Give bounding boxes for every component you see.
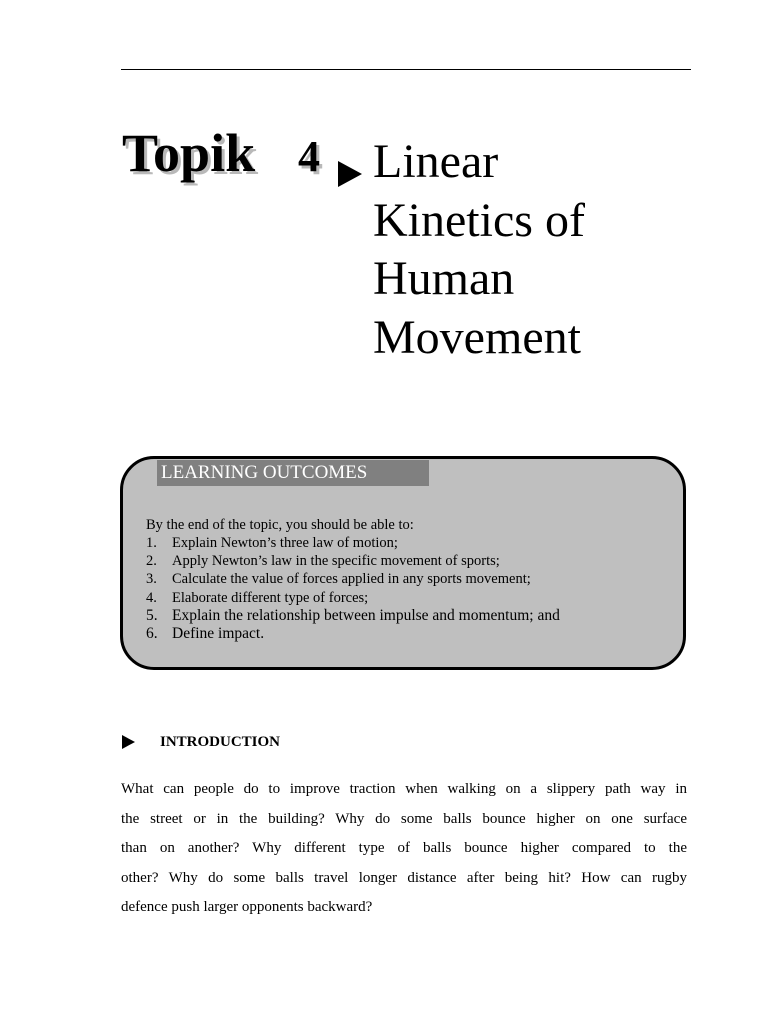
list-item-text: Apply Newton’s law in the specific movement of sports; xyxy=(172,553,500,570)
paragraph-line: than on another? Why different type of balls bounce higher compared to the xyxy=(121,840,687,856)
play-arrow-icon xyxy=(338,161,362,187)
list-item xyxy=(146,552,560,570)
section-arrow-icon xyxy=(122,735,135,749)
list-item-text: Calculate the value of forces applied in any sports movement; xyxy=(172,571,531,588)
list-item-number: 6. xyxy=(146,624,158,642)
top-rule xyxy=(121,69,691,70)
chapter-title-line: Movement xyxy=(373,310,581,364)
chapter-title xyxy=(373,133,693,367)
learning-outcomes-intro: By the end of the topic, you should be able to: xyxy=(146,517,414,533)
paragraph-line: defence push larger opponents backward? xyxy=(121,899,373,915)
learning-outcomes-header: LEARNING OUTCOMES xyxy=(157,460,429,486)
chapter-title-line: Linear xyxy=(373,135,499,188)
introduction-paragraph xyxy=(121,775,687,923)
list-item-number: 1. xyxy=(146,535,157,551)
list-item-text: Explain Newton’s three law of motion; xyxy=(172,535,398,551)
topic-label: Topik xyxy=(122,123,256,183)
list-item-text: Define impact. xyxy=(172,624,265,642)
list-item-text: Explain the relationship between impulse and momentum; and xyxy=(172,606,560,624)
list-item xyxy=(146,607,560,625)
chapter-title-line: Human xyxy=(373,252,515,305)
list-item xyxy=(146,570,560,588)
list-item-number: 2. xyxy=(146,553,157,570)
list-item-number: 5. xyxy=(146,606,158,624)
list-item xyxy=(146,625,560,643)
list-item-text: Elaborate different type of forces; xyxy=(172,589,369,606)
topic-number: 4 xyxy=(298,132,320,181)
paragraph-line: other? Why do some balls travel longer distance after being hit? How can rugby xyxy=(121,869,687,886)
list-item-number: 4. xyxy=(146,589,157,606)
learning-outcomes-list xyxy=(146,534,560,643)
list-item-number: 3. xyxy=(146,571,157,588)
list-item xyxy=(146,589,560,607)
paragraph-line: What can people do to improve traction when walking on a slippery path way in xyxy=(121,781,687,797)
paragraph-line: the street or in the building? Why do some balls bounce higher on one surface xyxy=(121,810,687,827)
chapter-title-line: Kinetics of xyxy=(373,193,585,247)
section-heading: INTRODUCTION xyxy=(160,734,281,750)
list-item xyxy=(146,534,560,552)
